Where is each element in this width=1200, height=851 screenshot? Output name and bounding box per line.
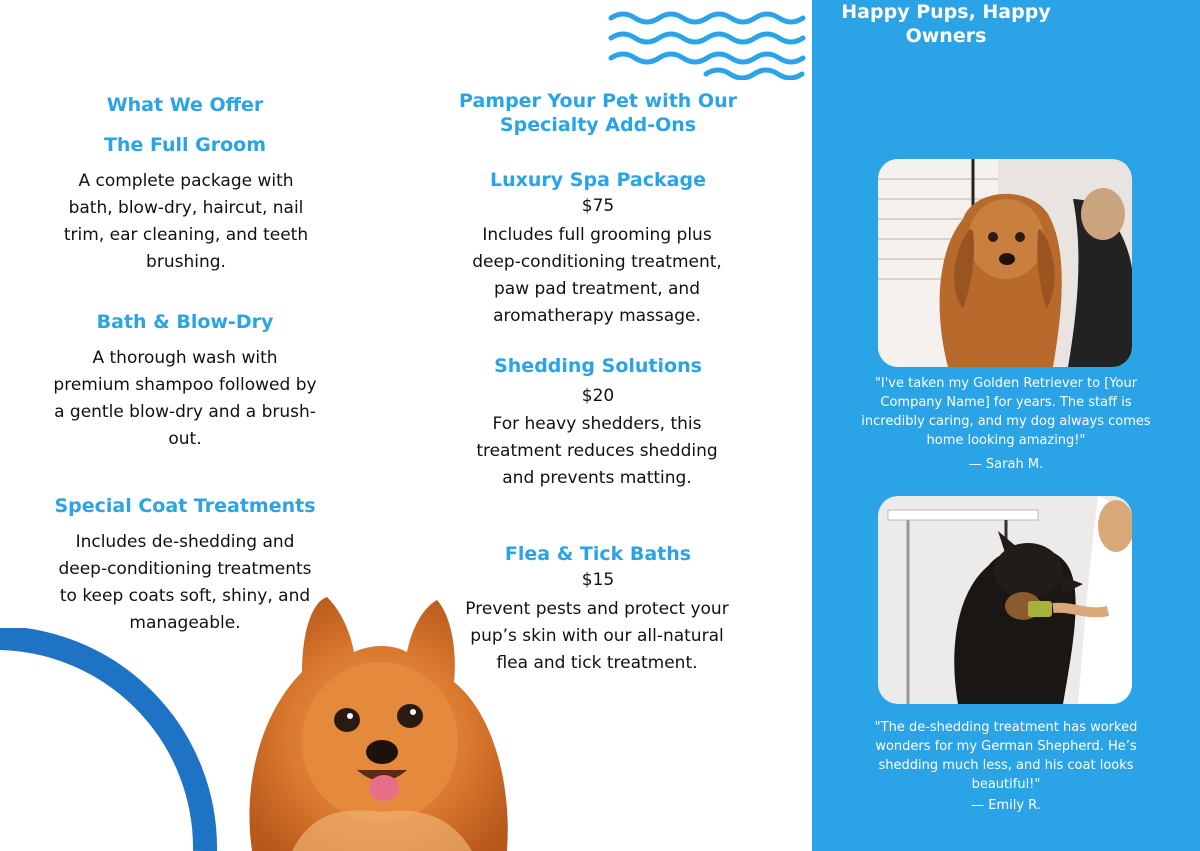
service-title: Special Coat Treatments (54, 495, 316, 517)
testimonial-quote: "I've taken my Golden Retriever to [Your Company Name] for years. The staff is incredibly caring, and my dog always comes home looking amazing!" (861, 376, 1151, 448)
testimonial-author: — Sarah M. (968, 457, 1044, 472)
addon-title: Flea & Tick Baths (504, 543, 692, 565)
addon-price: $75 (581, 196, 615, 216)
dog-photo-1 (878, 159, 1132, 367)
service-title: The Full Groom (103, 134, 267, 156)
service-description: A thorough wash with premium shampoo followed by a gentle blow-dry and a brush-out. (53, 348, 317, 449)
addon-description: Prevent pests and protect your pup’s skin with our all-natural flea and tick treatment. (465, 599, 729, 673)
addons-panel (410, 0, 786, 851)
addon-price: $20 (581, 386, 615, 406)
testimonials-panel (812, 0, 1200, 851)
service-description: A complete package with bath, blow-dry, haircut, nail trim, ear cleaning, and teeth brushing. (63, 171, 309, 272)
offer-heading: What We Offer (106, 94, 264, 116)
addons-heading: Pamper Your Pet with Our Specialty Add-Ons (459, 90, 737, 136)
arc-decoration (0, 628, 230, 851)
addon-title: Shedding Solutions (494, 355, 702, 377)
service-title: Bath & Blow-Dry (96, 311, 274, 333)
addon-description: For heavy shedders, this treatment reduces shedding and prevents matting. (476, 414, 718, 488)
testimonial-quote: "The de-shedding treatment has worked wonders for my German Shepherd. He’s shedding much less, and his coat looks beautiful!" (874, 720, 1138, 792)
addon-title: Luxury Spa Package (490, 169, 706, 191)
addon-description: Includes full grooming plus deep-conditioning treatment, paw pad treatment, and aromatherapy massage. (472, 225, 722, 326)
addon-price: $15 (581, 570, 615, 590)
dog-photo-2 (878, 496, 1132, 704)
service-description: Includes de-shedding and deep-conditioning treatments to keep coats soft, shiny, and manageable. (58, 532, 312, 633)
testimonials-heading: Happy Pups, Happy Owners (841, 1, 1051, 47)
testimonial-author: — Emily R. (971, 798, 1041, 813)
